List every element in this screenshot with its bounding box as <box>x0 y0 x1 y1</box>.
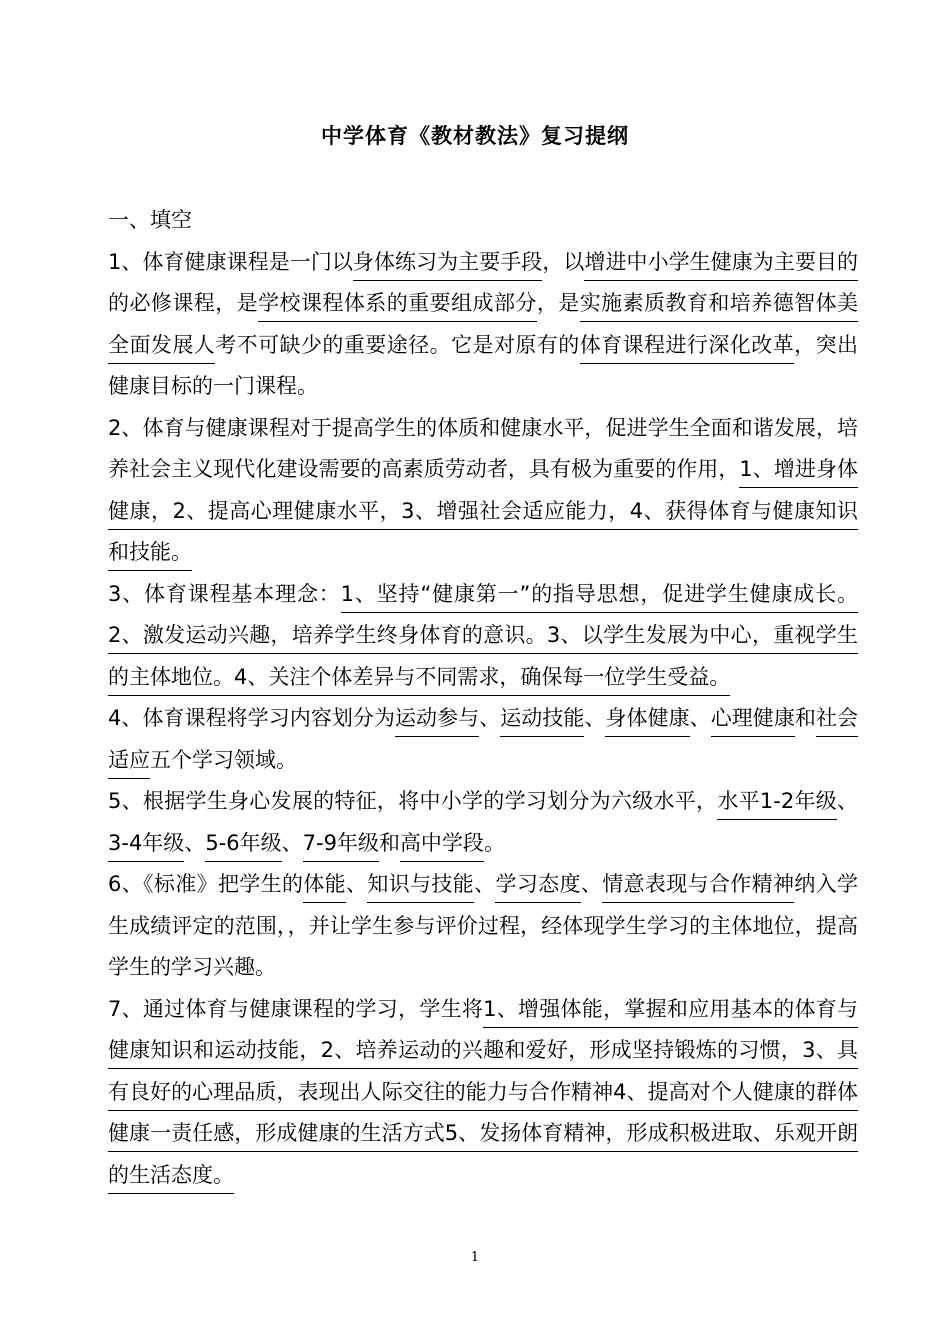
underlined-answer: 情意表现与合作精神 <box>602 872 794 903</box>
underlined-answer: 心理健康 <box>711 706 795 737</box>
paragraph <box>108 242 858 408</box>
document-body <box>108 200 858 1196</box>
underlined-answer: 学习态度 <box>495 872 580 903</box>
paragraph-text: 、 <box>837 789 858 813</box>
underlined-answer: 社会适应 <box>108 706 858 779</box>
paragraph <box>108 989 858 1197</box>
document-title: 中学体育《教材教法》复习提纲 <box>321 124 629 148</box>
underlined-answer: 实施素质教育和培养德智体美全面发展人 <box>108 291 858 364</box>
underlined-answer: 高中学段 <box>400 831 484 862</box>
paragraph-text: 的必修课程，是 <box>108 291 259 315</box>
underlined-answer: 体育课程进行深化改革 <box>580 333 794 364</box>
paragraph-text: 4、体育课程将学习内容划分为 <box>108 706 396 730</box>
paragraph-text: ，是 <box>536 291 580 315</box>
underlined-answer: 身体练习为主要手段 <box>353 250 542 281</box>
underlined-answer: 1、坚持“健康第一”的指导思想，促进学生健康成长。2、激发运动兴趣，培养学生终身体育的意识。3、以学生发展为中心，重视学生的主体地位。4、关注个体差异与不同需求，确保每一位学生受益。 <box>108 582 858 696</box>
underlined-answer: 7-9年级 <box>303 831 379 862</box>
paragraph-text: 、 <box>584 706 606 730</box>
underlined-answer: 1、增强体能，掌握和应用基本的体育与健康知识和运动技能，2、培养运动的兴趣和爱好，形成坚持锻炼的习惯，3、具有良好的心理品质，表现出人际交往的能力与合作精神4、提高对个人健康的群体健康一责任感，形成健康的生活方式5、发扬体育精神，形成积极进取、乐观开朗的生活态度。 <box>108 997 858 1194</box>
underlined-answer: 水平1-2年级 <box>717 789 837 820</box>
paragraph-text: 考不可缺少的重要途径。它是对原有的 <box>215 332 580 357</box>
paragraph-text: 5、根据学生身心发展的特征，将中小学的学习划分为六级水平， <box>108 789 718 813</box>
paragraph-text: 、 <box>474 872 496 896</box>
paragraph-text: 3、体育课程基本理念： <box>108 581 341 606</box>
underlined-answer: 知识与技能 <box>367 872 474 903</box>
paragraph-text: 。 <box>483 830 505 855</box>
underlined-answer: 3-4年级 <box>108 831 184 862</box>
paragraph-text: 2、体育与健康课程对于提高学生的体质和健康水平，促进学生全面和谐发展，培养社会主义现代化建设需要的高素质劳动者，具有极为重要的作用， <box>108 415 858 481</box>
underlined-answer: 身体健康 <box>605 706 689 737</box>
underlined-answer: 1、增进身体健康，2、提高心理健康水平，3、增强社会适应能力，4、获得体育与健康知识和技能。 <box>108 457 858 571</box>
underlined-answer: 学校课程体系的重要组成部分 <box>258 291 537 322</box>
paragraph-text: 、 <box>479 706 501 730</box>
paragraph <box>108 864 858 989</box>
underlined-answer: 增进中小学生健康为主要目的 <box>584 250 858 281</box>
paragraph-text: 五个学习领域。 <box>150 747 297 772</box>
underlined-answer: 运动参与 <box>395 706 479 737</box>
page-number: 1 <box>470 1250 480 1265</box>
section-heading: 一、填空 <box>108 208 192 232</box>
underlined-answer: 5-6年级 <box>205 831 281 862</box>
paragraph <box>108 698 858 781</box>
paragraph-text: ，以 <box>542 249 585 274</box>
paragraph <box>108 408 858 574</box>
paragraph-text: 1、体育健康课程是一门以 <box>108 249 353 274</box>
paragraph <box>108 781 858 864</box>
paragraph-text: 7、通过体育与健康课程的学习，学生将 <box>108 996 484 1021</box>
paragraph-text: 、 <box>346 872 368 896</box>
paragraph-text: 、 <box>184 830 206 855</box>
paragraph-text: 6、《标准》把学生的 <box>108 872 304 896</box>
underlined-answer: 体能 <box>303 872 346 903</box>
paragraph-text: 、 <box>281 830 303 855</box>
paragraph-text: 、 <box>580 872 603 896</box>
paragraph-text: ，突出健康目标的一门课程。 <box>108 332 859 398</box>
paragraph-text: 、 <box>689 706 711 730</box>
paragraph-text: 纳入学生成绩评定的范围，，并让学生参与评价过程，经体现学生学习的主体地位，提高学生的学习兴趣。 <box>108 872 859 979</box>
paragraph-list <box>108 242 858 1197</box>
underlined-answer: 运动技能 <box>500 706 584 737</box>
paragraph-text: 和 <box>794 706 816 730</box>
paragraph <box>108 574 858 699</box>
paragraph-text: 和 <box>378 830 400 855</box>
